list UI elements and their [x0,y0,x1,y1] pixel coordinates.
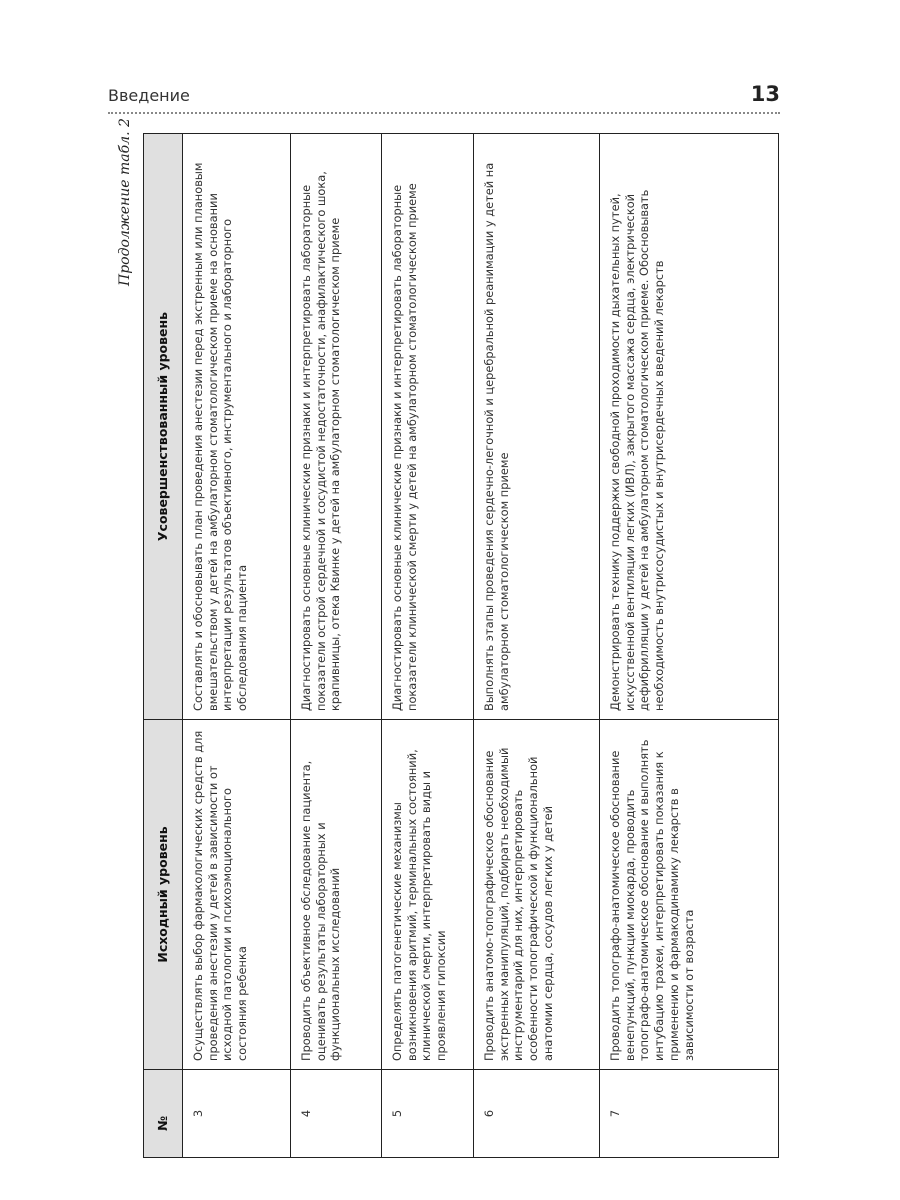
advanced-level-cell: Демонстрировать технику поддержки свободной проходимости дыхательных путей, искусственной вентиляции легких (ИВЛ), закрытого массажа сердца, электрической дефибрилляции у детей на амбулаторном стоматологическом приеме. Обосновывать необходимость внутрисосудистых и внутрисердечных введений лекарств [600,134,779,720]
running-head [108,84,780,114]
advanced-level-cell: Диагностировать основные клинические признаки и интерпретировать лабораторные показатели клинической смерти у детей на амбулаторном стоматологическом приеме [382,134,474,720]
table-row [474,134,600,1158]
initial-level-cell: Определять патогенетические механизмы возникновения аритмий, терминальных состояний, клинической смерти, интерпретировать виды и проявления гипоксии [382,720,474,1070]
table-header-row [144,134,183,1158]
table-row [600,134,779,1158]
row-number: 4 [291,1070,382,1158]
initial-level-cell: Осуществлять выбор фармакологических средств для проведения анестезии у детей в зависимости от исходной патологии и психоэмоционального состояния ребенка [183,720,291,1070]
row-number: 6 [474,1070,600,1158]
row-number: 5 [382,1070,474,1158]
table-row [183,134,291,1158]
initial-level-cell: Проводить объективное обследование пациента, оценивать результаты лабораторных и функциональных исследований [291,720,382,1070]
table-row [382,134,474,1158]
header-initial-level: Исходный уровень [144,720,183,1070]
section-title: Введение [108,86,190,105]
competency-table [143,133,779,1158]
initial-level-cell: Проводить анатомо-топографическое обоснование экстренных манипуляций, подбирать необходимый инструментарий для них, интерпретировать особенности топографической и функциональной анатомии сердца, сосудов легких у детей [474,720,600,1070]
row-number: 7 [600,1070,779,1158]
table-caption: Продолжение табл. 2 [117,118,133,286]
header-advanced-level: Усовершенствованный уровень [144,134,183,720]
header-divider [108,112,780,114]
table-row [291,134,382,1158]
row-number: 3 [183,1070,291,1158]
advanced-level-cell: Составлять и обосновывать план проведения анестезии перед экстренным или плановым вмешательством у детей на амбулаторном стоматологическом приеме на основании интерпретации результатов объективного, инструментального и лабораторного обследования пациента [183,134,291,720]
header-number: № [144,1070,183,1158]
page-number: 13 [750,82,780,106]
advanced-level-cell: Выполнять этапы проведения сердечно-легочной и церебральной реанимации у детей на амбулаторном стоматологическом приеме [474,134,600,720]
initial-level-cell: Проводить топографо-анатомическое обоснование венепункций, пункции миокарда, проводить топографо-анатомическое обоснование и выполнять интубацию трахеи, интерпретировать показания к применению и фармакодинамику лекарств в зависимости от возраста [600,720,779,1070]
rotated-table-wrapper [143,134,775,1158]
advanced-level-cell: Диагностировать основные клинические признаки и интерпретировать лабораторные показатели острой сердечной и сосудистой недостаточности, анафилактического шока, крапивницы, отека Квинке у детей на амбулаторном стоматологическом приеме [291,134,382,720]
